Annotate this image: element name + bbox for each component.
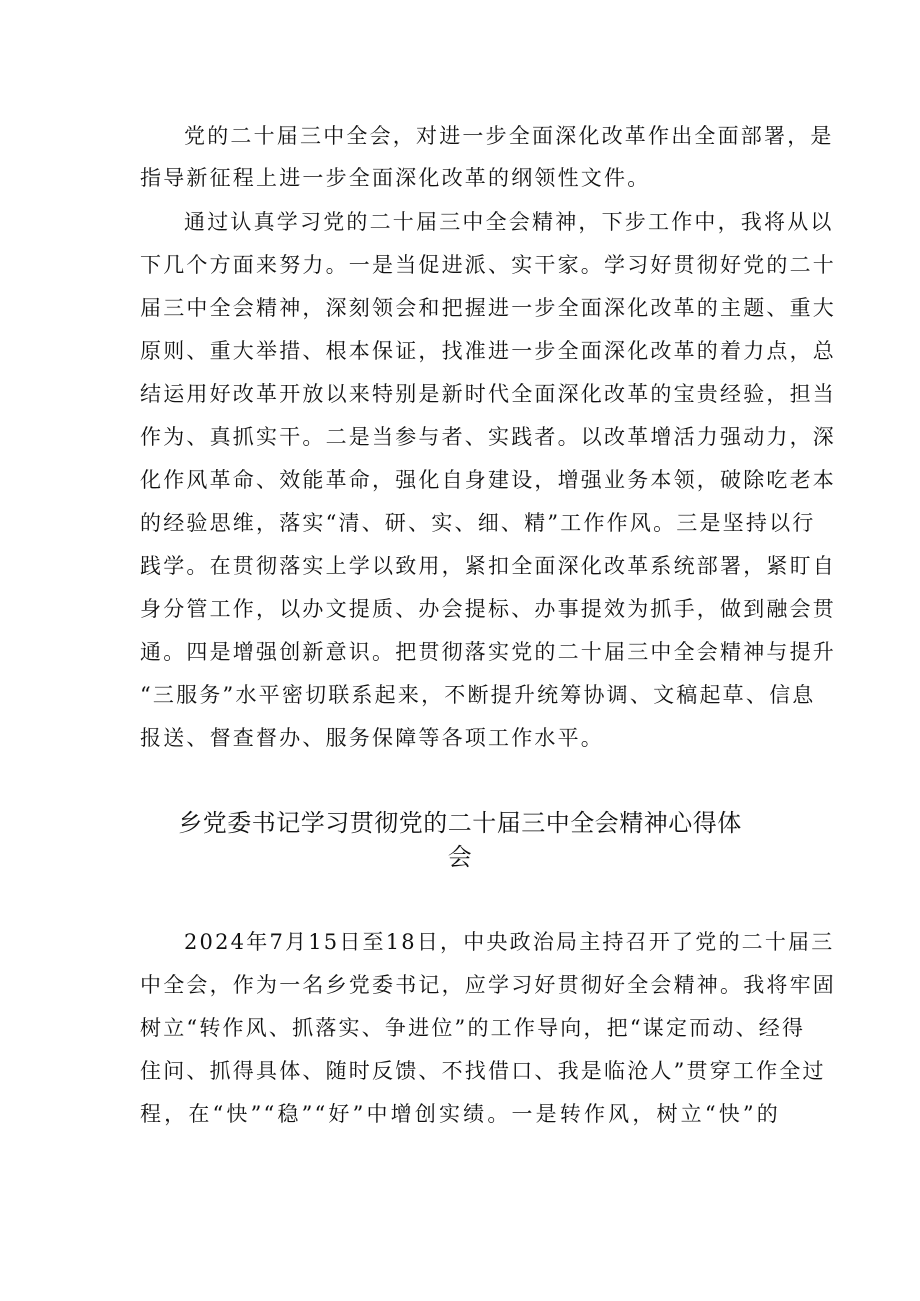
section-paragraph-line-2: 中全会，作为一名乡党委书记，应学习好贯彻好全会精神。我将牢固 (140, 973, 836, 997)
paragraph-2-line-1: 通过认真学习党的二十届三中全会精神，下步工作中，我将从以 (184, 210, 834, 234)
paragraph-2-line-10: 身分管工作，以办文提质、办会提标、办事提效为抓手，做到融会贯 (140, 597, 836, 621)
paragraph-2-line-9: 践学。在贯彻落实上学以致用，紧扣全面深化改革系统部署，紧盯自 (140, 554, 836, 578)
section-paragraph-line-5: 程，在“快”“稳”“好”中增创实绩。一是转作风，树立“快”的 (140, 1102, 780, 1126)
paragraph-2-line-12: “三服务”水平密切联系起来，不断提升统筹协调、文稿起草、信息 (140, 683, 816, 707)
paragraph-1-line-1: 党的二十届三中全会，对进一步全面深化改革作出全面部署，是 (184, 124, 834, 148)
paragraph-1-line-2: 指导新征程上进一步全面深化改革的纲领性文件。 (140, 166, 651, 190)
paragraph-2-line-13: 报送、督查督办、服务保障等各项工作水平。 (140, 726, 604, 750)
paragraph-2-line-7: 化作风革命、效能革命，强化自身建设，增强业务本领，破除吃老本 (140, 468, 836, 492)
section-title-line-1: 乡党委书记学习贯彻党的二十届三中全会精神心得体 (178, 809, 742, 837)
paragraph-2-line-11: 通。四是增强创新意识。把贯彻落实党的二十届三中全会精神与提升 (140, 640, 836, 664)
paragraph-2-line-5: 结运用好改革开放以来特别是新时代全面深化改革的宝贵经验，担当 (140, 382, 836, 406)
section-paragraph-line-3: 树立“转作风、抓落实、争进位”的工作导向，把“谋定而动、经得 (140, 1016, 806, 1040)
paragraph-2-line-6: 作为、真抓实干。二是当参与者、实践者。以改革增活力强动力，深 (140, 425, 836, 449)
paragraph-2-line-8: 的经验思维，落实“清、研、实、细、精”工作作风。三是坚持以行 (140, 511, 816, 535)
section-paragraph-line-1: 2024年7月15日至18日，中央政治局主持召开了党的二十届三 (184, 930, 835, 954)
paragraph-2-line-2: 下几个方面来努力。一是当促进派、实干家。学习好贯彻好党的二十 (140, 253, 836, 277)
paragraph-2-line-3: 届三中全会精神，深刻领会和把握进一步全面深化改革的主题、重大 (140, 296, 836, 320)
section-title-line-2: 会 (447, 843, 473, 871)
paragraph-2-line-4: 原则、重大举措、根本保证，找准进一步全面深化改革的着力点，总 (140, 339, 836, 363)
section-paragraph-line-4: 住问、抓得具体、随时反馈、不找借口、我是临沧人”贯穿工作全过 (140, 1059, 826, 1083)
